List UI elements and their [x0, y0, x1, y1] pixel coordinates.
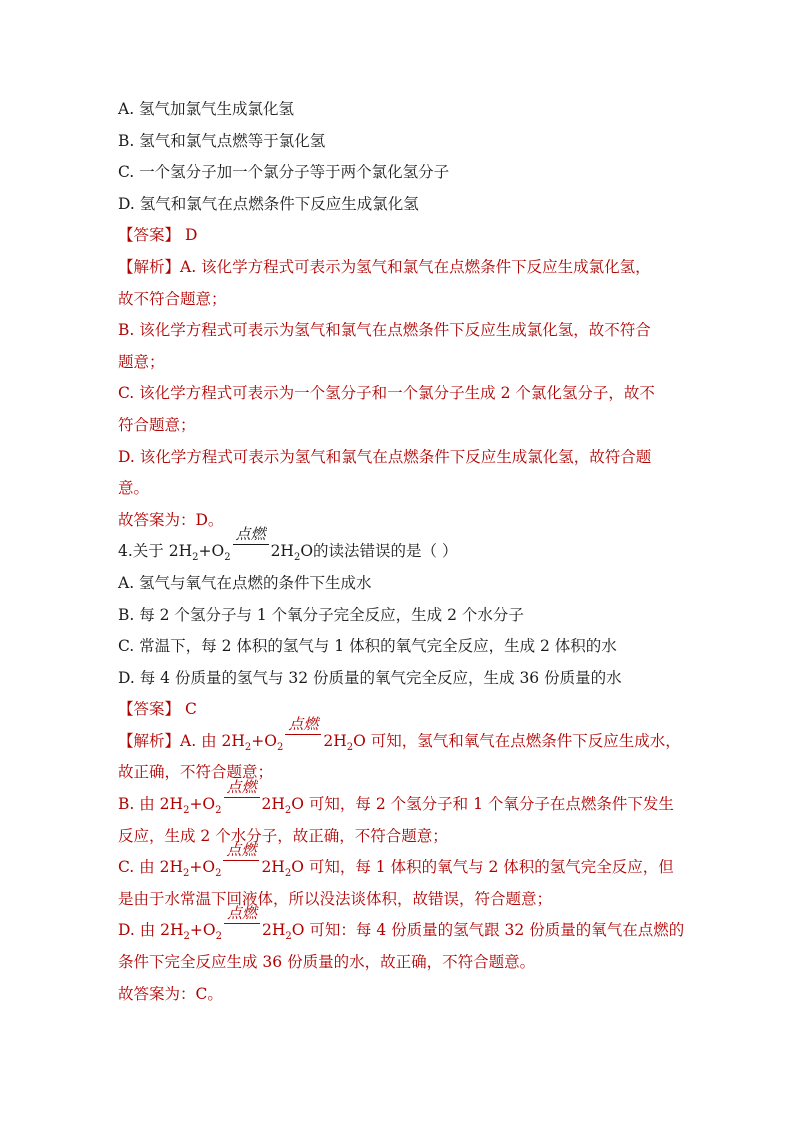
analysis-prefix: C. 由 — [118, 858, 160, 877]
q3-analysis-line: 意。 — [118, 479, 150, 498]
q3-option-a: A. 氢气加氯气生成氯化氢 — [118, 100, 295, 118]
q3-analysis-line: 符合题意； — [118, 415, 196, 434]
q4-option-c: C. 常温下，每 2 体积的氢气与 1 体积的氧气完全反应，生成 2 体积的水 — [118, 637, 617, 656]
q3-analysis-tag: 【解析】 — [118, 257, 181, 276]
q4-analysis-d-cont: 条件下完全反应生成 36 份质量的水，故正确，不符合题意。 — [118, 953, 536, 972]
q4-answer-tag: 【答案】 — [118, 700, 181, 719]
q4-answer — [118, 694, 688, 726]
analysis-after: 可知，氢气和氧气在点燃条件下反应生成水， — [365, 731, 681, 750]
eq-h: 2H — [159, 795, 184, 814]
subscript: 2 — [215, 868, 222, 880]
eq-plus-o: +O — [189, 795, 216, 814]
reaction-bar — [223, 860, 259, 861]
subscript: 2 — [346, 741, 354, 753]
q4-answer-value: C — [184, 700, 197, 719]
eq-h: 2H — [160, 921, 184, 940]
eq-product-o: O — [291, 858, 304, 877]
document-content — [118, 94, 688, 1010]
subscript: 2 — [183, 805, 190, 817]
subscript: 2 — [276, 741, 284, 753]
q4-option-a: A. 氢气与氧气在点燃的条件下生成水 — [118, 573, 372, 592]
subscript: 2 — [192, 552, 199, 564]
subscript: 2 — [183, 931, 190, 943]
eq-plus-o: +O — [189, 921, 216, 940]
analysis-after: 可知，每 1 体积的氧气与 2 体积的氢气完全反应，但 — [303, 858, 674, 877]
subscript: 2 — [215, 931, 222, 943]
q4-analysis-tag: 【解析】 — [118, 731, 181, 750]
eq-product-h: 2H — [262, 921, 286, 940]
q3-conclusion: 故答案为：D。 — [118, 510, 224, 529]
q4-analysis-d — [118, 904, 688, 947]
analysis-prefix: D. 由 — [118, 921, 161, 940]
reaction-bar — [224, 923, 260, 924]
condition-label: 点燃 — [226, 841, 257, 860]
q4-option-b: B. 每 2 个氢分子与 1 个氧分子完全反应，生成 2 个水分子 — [118, 605, 524, 624]
eq-h: 2H — [221, 731, 245, 750]
subscript: 2 — [244, 741, 252, 753]
analysis-after: 可知：每 4 份质量的氢气跟 32 份质量的氧气在点燃的 — [304, 921, 685, 940]
q3-option-c: C. 一个氢分子加一个氯分子等于两个氯化氢分子 — [118, 163, 450, 182]
q4-stem-prefix: 4.关于 2H — [118, 542, 193, 561]
q3-option-d: D. 氢气和氯气在点燃条件下反应生成氯化氢 — [118, 194, 419, 213]
q4-conclusion: 故答案为：C。 — [118, 984, 223, 1003]
eq-product-o: O — [353, 731, 366, 750]
eq-product-o: O — [291, 921, 305, 940]
q3-analysis-line: 题意； — [118, 352, 165, 371]
eq-product-h: 2H — [261, 795, 285, 814]
subscript: 2 — [215, 805, 222, 817]
eq-product-h: 2H — [323, 731, 347, 750]
analysis-prefix: A. 由 — [180, 731, 222, 750]
subscript: 2 — [284, 805, 292, 817]
eq-plus-o: +O — [251, 731, 277, 750]
eq-h: 2H — [159, 858, 183, 877]
q4-analysis-b-cont: 反应，生成 2 个水分子，故正确，不符合题意； — [118, 826, 448, 845]
eq-product-o: O — [291, 795, 304, 814]
reaction-condition — [221, 841, 261, 872]
q3-option-b: B. 氢气和氯气点燃等于氯化氢 — [118, 131, 326, 150]
q3-analysis-line: A. 该化学方程式可表示为氢气和氯气在点燃条件下反应生成氯化氢， — [180, 257, 651, 276]
subscript: 2 — [293, 552, 301, 564]
reaction-bar — [285, 734, 321, 735]
eq-plus-o: +O — [189, 858, 216, 877]
eq-product-h: 2H — [261, 858, 285, 877]
reaction-condition — [231, 525, 271, 556]
condition-label: 点燃 — [235, 525, 266, 544]
condition-label: 点燃 — [288, 714, 319, 733]
reaction-condition — [222, 778, 262, 809]
q4-analysis-b — [118, 778, 688, 821]
q4-analysis-a-cont: 故正确，不符合题意； — [118, 763, 274, 782]
reaction-bar — [233, 544, 269, 545]
reaction-condition — [283, 714, 323, 746]
reaction-condition — [222, 904, 262, 935]
q4-analysis — [118, 714, 688, 1010]
subscript: 2 — [284, 868, 292, 880]
subscript: 2 — [224, 552, 231, 564]
q3-analysis-line: C. 该化学方程式可表示为一个氢分子和一个氯分子生成 2 个氯化氢分子，故不 — [118, 384, 655, 403]
q3-answer-value: D — [184, 226, 198, 245]
subscript: 2 — [182, 868, 190, 880]
q3-answer — [118, 220, 688, 252]
q4-analysis-c — [118, 841, 688, 884]
subscript: 2 — [285, 931, 292, 943]
condition-label: 点燃 — [226, 904, 257, 923]
q4-option-d: D. 每 4 份质量的氢气与 32 份质量的氧气完全反应，生成 36 份质量的水 — [118, 668, 622, 687]
analysis-after: 可知，每 2 个氢分子和 1 个氧分子在点燃条件下发生 — [304, 795, 674, 814]
q4-stem — [118, 525, 688, 568]
q4-stem-suffix: 的读法错误的是（ ） — [313, 542, 458, 561]
eq-product-h: 2H — [270, 542, 294, 561]
analysis-prefix: B. 由 — [118, 795, 160, 814]
q3-analysis-line: 故不符合题意； — [118, 289, 227, 308]
eq-product-o: O — [300, 542, 314, 561]
q3-analysis — [118, 252, 688, 536]
condition-label: 点燃 — [226, 778, 257, 797]
eq-plus-o: +O — [198, 542, 225, 561]
reaction-bar — [224, 797, 260, 798]
q3-analysis-line: D. 该化学方程式可表示为氢气和氯气在点燃条件下反应生成氯化氢，故符合题 — [118, 447, 652, 466]
q3-answer-tag: 【答案】 — [118, 226, 181, 245]
q4-analysis-c-cont: 是由于水常温下回液体，所以没法谈体积，故错误，符合题意； — [118, 889, 553, 908]
q4-analysis-a — [118, 714, 688, 758]
q3-analysis-line: B. 该化学方程式可表示为氢气和氯气在点燃条件下反应生成氯化氢，故不符合 — [118, 321, 651, 340]
